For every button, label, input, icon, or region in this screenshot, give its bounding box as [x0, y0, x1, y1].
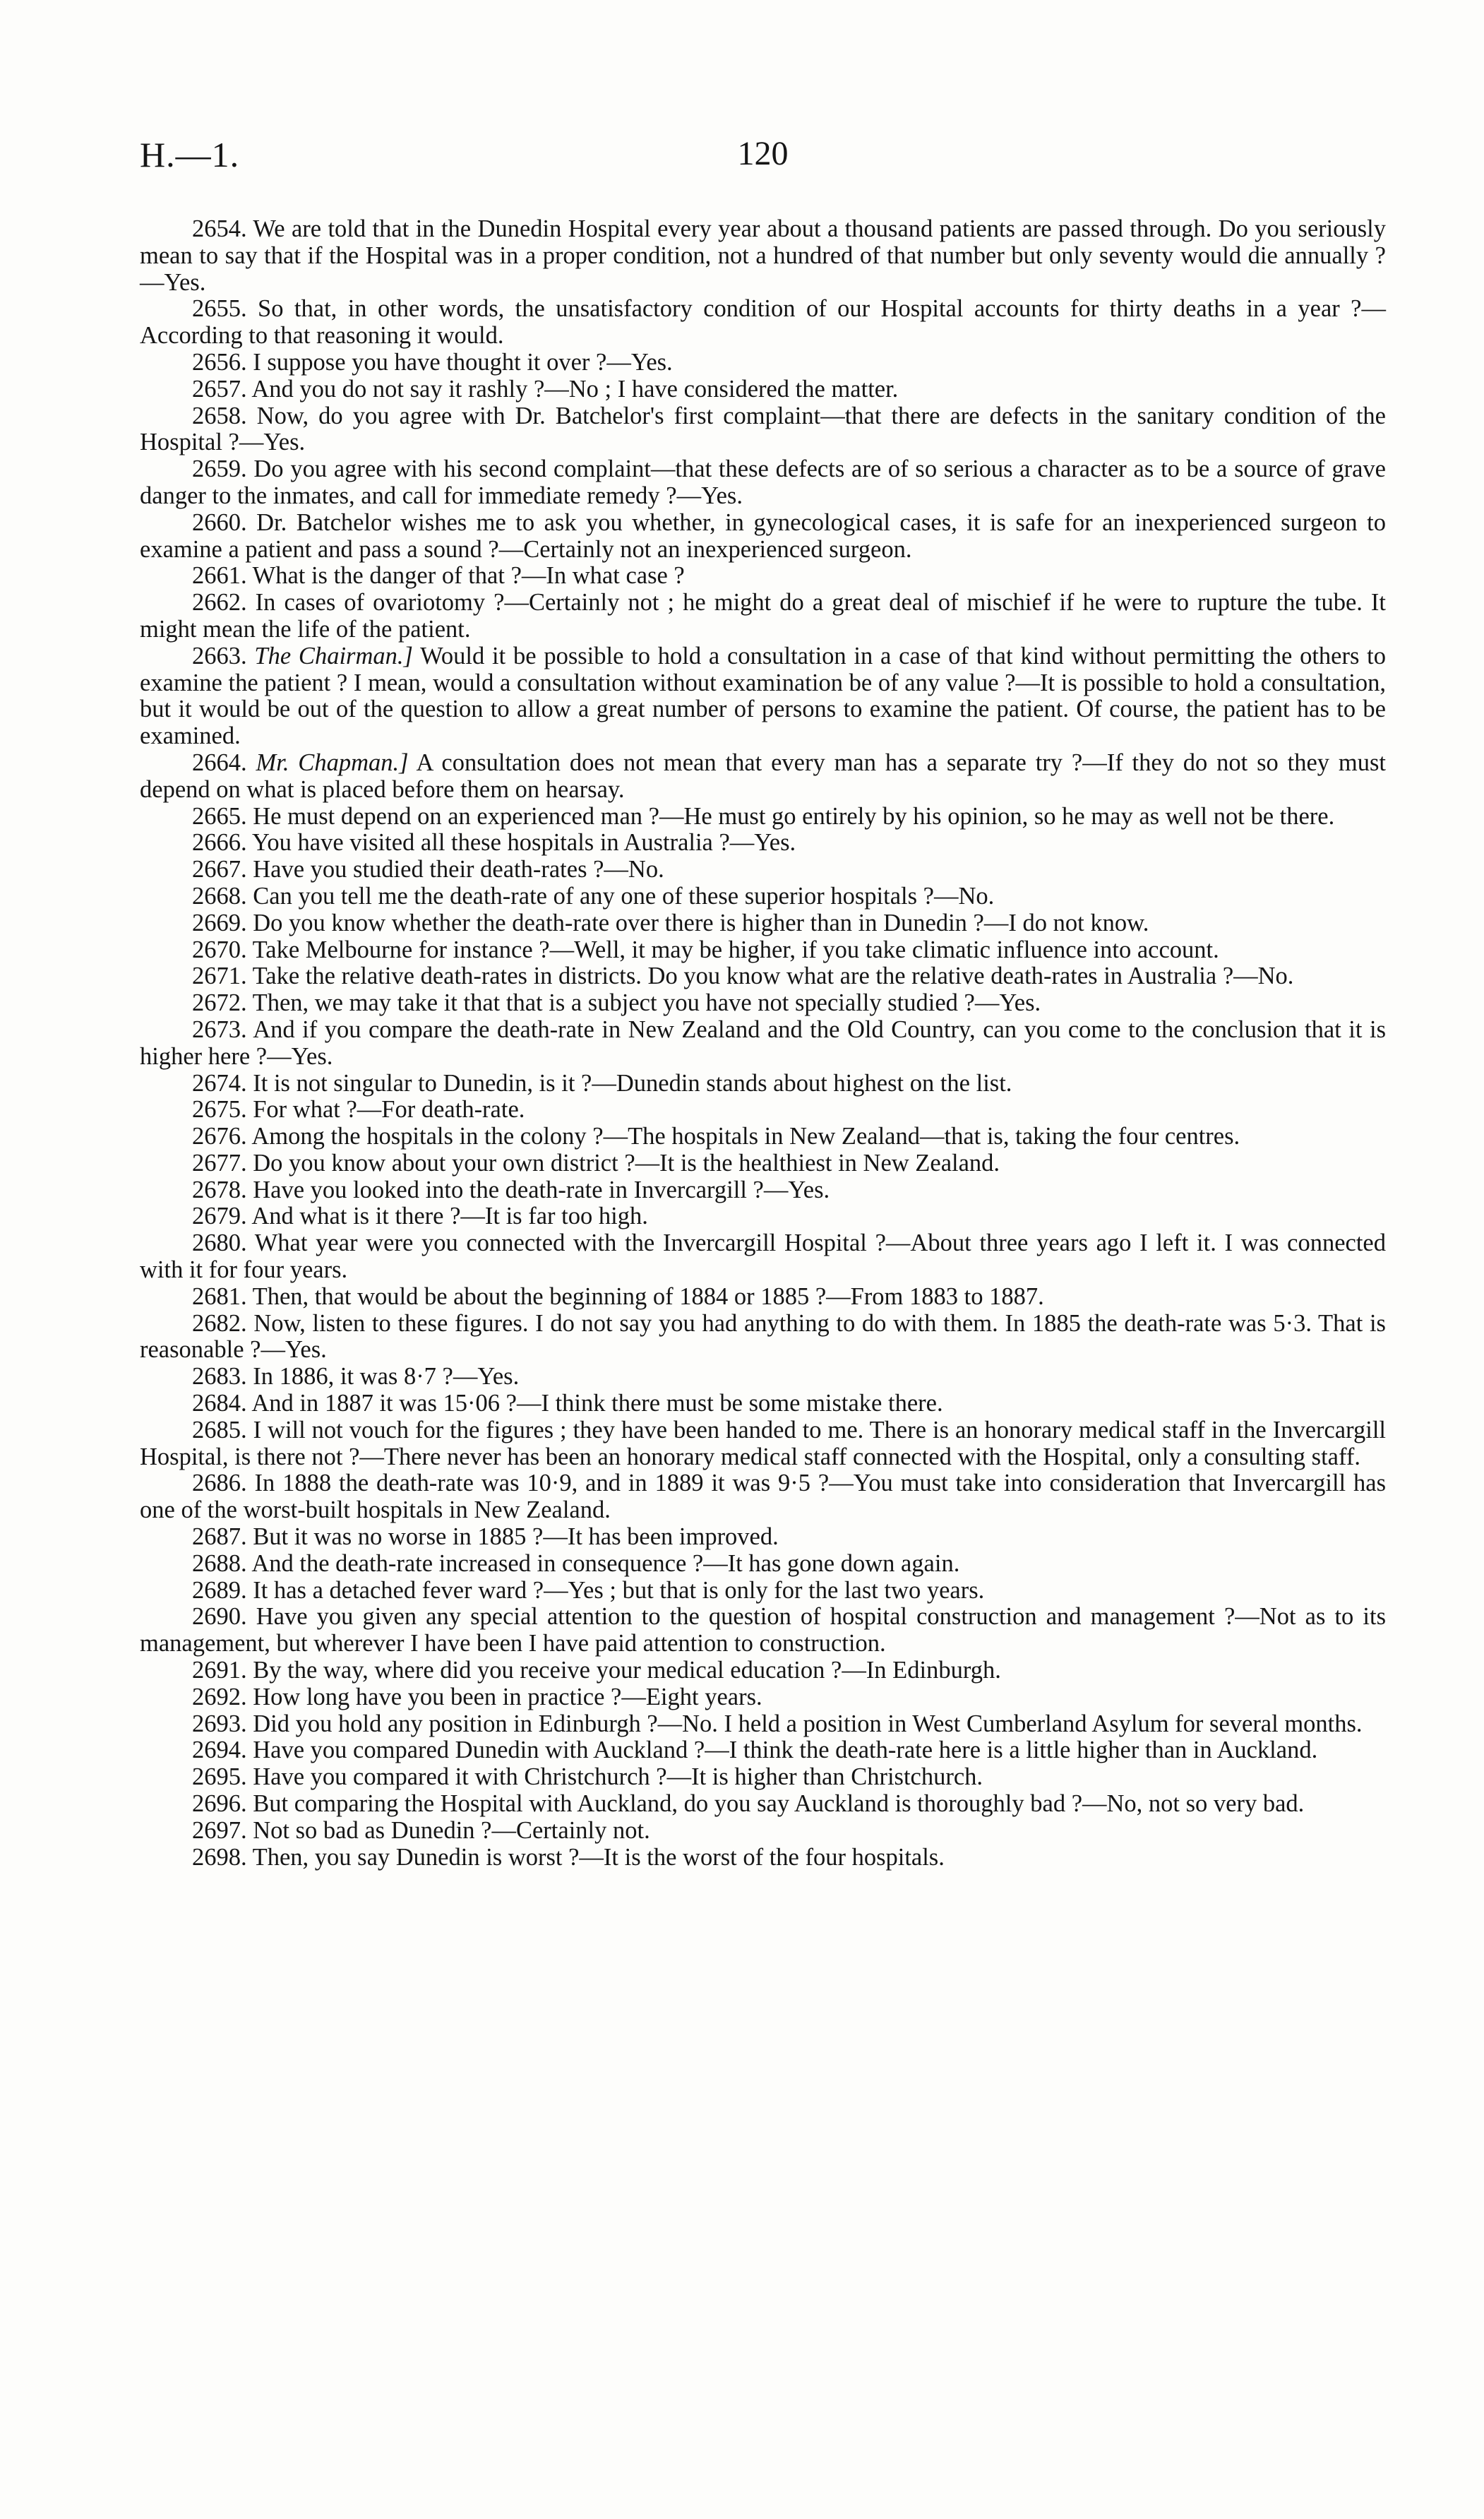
paragraph-2698: 2698. Then, you say Dunedin is worst ?—It is the worst of the four hospitals. — [192, 1843, 945, 1871]
paragraph-2686: 2686. In 1888 the death-rate was 10·9, and in 1889 it was 9·5 ?—You must take into consideration that Invercargill has one of the worst-built hospitals in New Zealand. — [140, 1470, 1386, 1524]
paragraph-2693: 2693. Did you hold any position in Edinburgh ?—No. I held a position in West Cumberland Asylum for several months. — [192, 1710, 1363, 1737]
paragraph-2674: 2674. It is not singular to Dunedin, is it ?—Dunedin stands about highest on the list. — [192, 1069, 1012, 1097]
paragraph-2697: 2697. Not so bad as Dunedin ?—Certainly not. — [192, 1816, 650, 1844]
paragraph-2654: 2654. We are told that in the Dunedin Hospital every year about a thousand patients are passed through. Do you seriously mean to say that if the Hospital was in a proper condition, not a hundred of that number but only seventy would die annually ?—Yes. — [140, 215, 1386, 296]
paragraph-2692: 2692. How long have you been in practice ?—Eight years. — [192, 1683, 762, 1710]
paragraph-2690: 2690. Have you given any special attention to the question of hospital construction and management ?—Not as to its management, but wherever I have been I have paid attention to construction. — [140, 1603, 1386, 1657]
paragraph-2694: 2694. Have you compared Dunedin with Auckland ?—I think the death-rate here is a little higher than in Auckland. — [192, 1737, 1318, 1764]
paragraph-2671: 2671. Take the relative death-rates in districts. Do you know what are the relative death-rates in Australia ?—No. — [192, 963, 1294, 990]
paragraph-2665: 2665. He must depend on an experienced man ?—He must go entirely by his opinion, so he may as well not be there. — [192, 802, 1335, 830]
page-number: 120 — [737, 135, 789, 172]
paragraph-2655: 2655. So that, in other words, the unsatisfactory condition of our Hospital accounts for thirty deaths in a year ?—According to that reasoning it would. — [140, 295, 1386, 350]
page-header — [140, 134, 1386, 191]
paragraph-text: Would it be possible to hold a consultation in a case of that kind without permitting the others to examine the patient ? I mean, would a consultation without examination be of any value ?—It is possible to hold a consultation, but it would be out of the question to allow a great number of persons to examine the patient. Of course, the patient has to be examined. — [140, 642, 1387, 750]
paragraph-2684: 2684. And in 1887 it was 15·06 ?—I think there must be some mistake there. — [192, 1390, 943, 1417]
document-code: H.—1. — [140, 135, 240, 174]
speaker-label: The Chairman.] — [254, 642, 413, 669]
paragraph-2688: 2688. And the death-rate increased in consequence ?—It has gone down again. — [192, 1549, 960, 1577]
paragraph-2689: 2689. It has a detached fever ward ?—Yes ; but that is only for the last two years. — [192, 1576, 985, 1604]
paragraph-2657: 2657. And you do not say it rashly ?—No ; I have considered the matter. — [192, 375, 899, 403]
paragraph-2695: 2695. Have you compared it with Christchurch ?—It is higher than Christchurch. — [192, 1763, 983, 1791]
question-number: 2664. — [192, 749, 247, 776]
testimony-body — [140, 216, 1386, 1871]
paragraph-2685: 2685. I will not vouch for the figures ; they have been handed to me. There is an honorary medical staff in the Invercargill Hospital, is there not ?—There never has been an honorary medical staff connected with the Hospital, only a consulting staff. — [140, 1416, 1386, 1470]
paragraph-2691: 2691. By the way, where did you receive your medical education ?—In Edinburgh. — [192, 1657, 1001, 1684]
paragraph-2662: 2662. In cases of ovariotomy ?—Certainly not ; he might do a great deal of mischief if he were to rupture the tube. It might mean the life of the patient. — [140, 589, 1386, 643]
paragraph-2673: 2673. And if you compare the death-rate in New Zealand and the Old Country, can you come to the conclusion that it is higher here ?—Yes. — [140, 1016, 1386, 1070]
paragraph-2669: 2669. Do you know whether the death-rate over there is higher than in Dunedin ?—I do not know. — [192, 909, 1149, 936]
paragraph-2663 — [140, 643, 1386, 750]
paragraph-2664 — [140, 750, 1386, 804]
paragraph-2667: 2667. Have you studied their death-rates ?—No. — [192, 856, 664, 883]
paragraph-text: A consultation does not mean that every man has a separate try ?—If they do not so they must depend on what is placed before them on hearsay. — [140, 749, 1386, 803]
paragraph-2658: 2658. Now, do you agree with Dr. Batchelor's first complaint—that there are defects in the sanitary condition of the Hospital ?—Yes. — [140, 402, 1386, 456]
paragraph-2656: 2656. I suppose you have thought it over ?—Yes. — [192, 348, 673, 376]
paragraph-2687: 2687. But it was no worse in 1885 ?—It has been improved. — [192, 1523, 779, 1551]
paragraph-2668: 2668. Can you tell me the death-rate of any one of these superior hospitals ?—No. — [192, 882, 995, 910]
paragraph-2682: 2682. Now, listen to these figures. I do not say you had anything to do with them. In 1885 the death-rate was 5·3. That is reasonable ?—Yes. — [140, 1309, 1386, 1364]
paragraph-2675: 2675. For what ?—For death-rate. — [192, 1096, 525, 1124]
paragraph-2676: 2676. Among the hospitals in the colony ?—The hospitals in New Zealand—that is, taking the four centres. — [192, 1123, 1240, 1150]
paragraph-2660: 2660. Dr. Batchelor wishes me to ask you whether, in gynecological cases, it is safe for an inexperienced surgeon to examine a patient and pass a sound ?—Certainly not an inexperienced surgeon. — [140, 508, 1386, 563]
paragraph-2672: 2672. Then, we may take it that that is a subject you have not specially studied ?—Yes. — [192, 989, 1041, 1017]
speaker-label: Mr. Chapman.] — [256, 749, 409, 776]
paragraph-2659: 2659. Do you agree with his second complaint—that these defects are of so serious a character as to be a source of grave danger to the inmates, and call for immediate remedy ?—Yes. — [140, 455, 1386, 509]
paragraph-2661: 2661. What is the danger of that ?—In what case ? — [192, 562, 685, 590]
paragraph-2678: 2678. Have you looked into the death-rate in Invercargill ?—Yes. — [192, 1176, 830, 1203]
paragraph-2679: 2679. And what is it there ?—It is far too high. — [192, 1203, 648, 1230]
paragraph-2666: 2666. You have visited all these hospitals in Australia ?—Yes. — [192, 829, 796, 857]
paragraph-2677: 2677. Do you know about your own district ?—It is the healthiest in New Zealand. — [192, 1149, 1000, 1177]
paragraph-2696: 2696. But comparing the Hospital with Auckland, do you say Auckland is thoroughly bad ?—No, not so very bad. — [192, 1790, 1305, 1818]
paragraph-2680: 2680. What year were you connected with the Invercargill Hospital ?—About three years ago I left it. I was connected with it for four years. — [140, 1229, 1386, 1284]
paragraph-2683: 2683. In 1886, it was 8·7 ?—Yes. — [192, 1363, 520, 1390]
paragraph-2681: 2681. Then, that would be about the beginning of 1884 or 1885 ?—From 1883 to 1887. — [192, 1282, 1044, 1310]
paragraph-2670: 2670. Take Melbourne for instance ?—Well, it may be higher, if you take climatic influence into account. — [192, 936, 1219, 963]
question-number: 2663. — [192, 642, 247, 669]
